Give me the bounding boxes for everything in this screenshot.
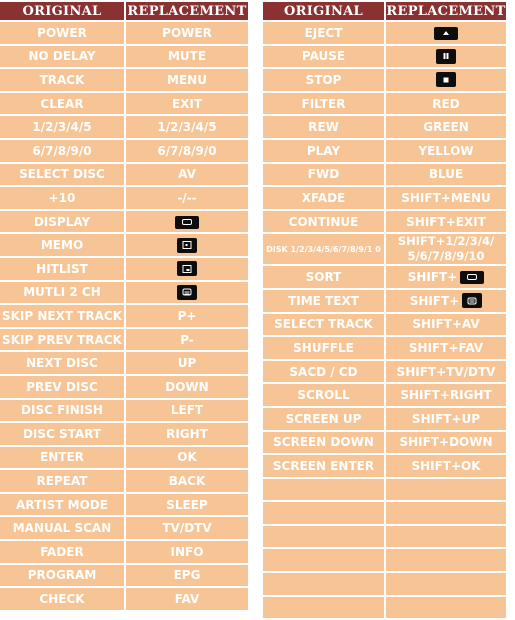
display-glyph-icon (182, 219, 192, 225)
table-row (0, 69, 248, 91)
right-mapping-table (261, 0, 508, 620)
original-cell: SCREEN UP (263, 408, 384, 430)
table-row (0, 140, 248, 162)
table-row (0, 282, 248, 304)
table-row (263, 337, 506, 359)
multi-channel-glyph-icon (183, 289, 192, 296)
memo-button-icon (177, 238, 197, 253)
original-cell (263, 597, 384, 619)
original-cell (263, 573, 384, 595)
table-row (0, 588, 248, 610)
original-cell: NO DELAY (0, 46, 124, 68)
original-cell: DISPLAY (0, 211, 124, 233)
replacement-cell: SHIFT+DOWN (386, 432, 506, 454)
replacement-cell: SLEEP (126, 494, 248, 516)
original-cell: PROGRAM (0, 565, 124, 587)
table-row (263, 455, 506, 477)
original-cell: SCROLL (263, 384, 384, 406)
original-cell: EJECT (263, 22, 384, 44)
multi-channel-button-icon (462, 293, 482, 308)
replacement-label: SHIFT+ (409, 293, 460, 308)
table-row (263, 479, 506, 501)
replacement-column-header: REPLACEMENT (386, 3, 506, 19)
original-cell: FILTER (263, 93, 384, 115)
original-cell: FADER (0, 541, 124, 563)
original-cell (263, 502, 384, 524)
replacement-cell: OK (126, 447, 248, 469)
table-row (0, 211, 248, 233)
table-row (263, 266, 506, 288)
replacement-label: SHIFT+ (407, 270, 458, 285)
replacement-cell: INFO (126, 541, 248, 563)
original-cell: ENTER (0, 447, 124, 469)
table-row (0, 258, 248, 280)
replacement-cell: BLUE (386, 164, 506, 186)
table-row (263, 140, 506, 162)
replacement-cell: YELLOW (386, 140, 506, 162)
replacement-cell: 6/7/8/9/0 (126, 140, 248, 162)
original-cell: TRACK (0, 69, 124, 91)
original-column-header: ORIGINAL (0, 2, 124, 20)
original-cell: SCREEN DOWN (263, 432, 384, 454)
display-glyph-icon (467, 274, 477, 280)
replacement-cell: RIGHT (126, 423, 248, 445)
original-cell (263, 526, 384, 548)
table-row (263, 549, 506, 571)
replacement-cell (386, 46, 506, 68)
table-row (0, 22, 248, 44)
replacement-cell (386, 290, 506, 312)
replacement-cell: SHIFT+FAV (386, 337, 506, 359)
replacement-cell: -/-- (126, 187, 248, 209)
replacement-cell: SHIFT+TV/DTV (386, 361, 506, 383)
replacement-cell: MUTE (126, 46, 248, 68)
original-cell: TIME TEXT (263, 290, 384, 312)
replacement-cell (386, 526, 506, 548)
table-row (263, 314, 506, 336)
table-row (263, 93, 506, 115)
hitlist-glyph-icon (183, 265, 192, 273)
original-cell: 1/2/3/4/5 (0, 116, 124, 138)
original-cell: SACD / CD (263, 361, 384, 383)
original-cell: MUTLI 2 CH (0, 282, 124, 304)
replacement-cell (386, 573, 506, 595)
stop-glyph-icon (444, 77, 449, 82)
table-row (0, 470, 248, 492)
table-row (263, 234, 506, 264)
replacement-cell (386, 597, 506, 619)
original-cell: DISC FINISH (0, 400, 124, 422)
eject-glyph-icon (443, 31, 449, 35)
original-cell: REW (263, 116, 384, 138)
replacement-cell (386, 549, 506, 571)
table-row (0, 164, 248, 186)
stop-button-icon (436, 72, 456, 87)
pause-glyph-icon (444, 53, 449, 59)
table-row (0, 46, 248, 68)
replacement-cell: BACK (126, 470, 248, 492)
table-row (263, 432, 506, 454)
original-cell: PAUSE (263, 46, 384, 68)
display-button-icon (175, 216, 199, 229)
original-cell: DISC START (0, 423, 124, 445)
replacement-cell (126, 282, 248, 304)
original-cell: PREV DISC (0, 376, 124, 398)
replacement-cell: MENU (126, 69, 248, 91)
replacement-cell (386, 22, 506, 44)
replacement-cell: FAV (126, 588, 248, 610)
original-cell: SKIP NEXT TRACK (0, 305, 124, 327)
replacement-cell: EPG (126, 565, 248, 587)
original-cell: SCREEN ENTER (263, 455, 384, 477)
table-row (0, 517, 248, 539)
original-cell: SORT (263, 266, 384, 288)
original-cell: XFADE (263, 187, 384, 209)
table-row (263, 116, 506, 138)
original-cell (263, 479, 384, 501)
table-row (0, 423, 248, 445)
original-cell: CLEAR (0, 93, 124, 115)
table-row (0, 187, 248, 209)
original-cell: POWER (0, 22, 124, 44)
replacement-column-header: REPLACEMENT (127, 3, 247, 19)
replacement-cell: 1/2/3/4/5 (126, 116, 248, 138)
replacement-cell: SHIFT+UP (386, 408, 506, 430)
hitlist-button-icon (177, 261, 197, 276)
original-column-header: ORIGINAL (263, 2, 384, 20)
replacement-cell (386, 502, 506, 524)
multi-channel-glyph-icon (468, 297, 477, 304)
replacement-cell (126, 258, 248, 280)
replacement-cell: P- (126, 329, 248, 351)
table-row (0, 494, 248, 516)
replacement-cell: P+ (126, 305, 248, 327)
replacement-cell: SHIFT+OK (386, 455, 506, 477)
table-row (263, 526, 506, 548)
replacement-cell: LEFT (126, 400, 248, 422)
original-cell: NEXT DISC (0, 352, 124, 374)
table-row (263, 211, 506, 233)
table-row (0, 305, 248, 327)
original-cell: SELECT TRACK (263, 314, 384, 336)
original-cell: +10 (0, 187, 124, 209)
original-cell: MEMO (0, 234, 124, 256)
replacement-cell: SHIFT+EXIT (386, 211, 506, 233)
display-button-icon (460, 271, 484, 284)
replacement-cell (126, 234, 248, 256)
table-row (263, 164, 506, 186)
original-cell: CHECK (0, 588, 124, 610)
table-row (263, 290, 506, 312)
replacement-cell: UP (126, 352, 248, 374)
table-row (0, 447, 248, 469)
original-cell: MANUAL SCAN (0, 517, 124, 539)
table-row (263, 22, 506, 44)
original-cell: PLAY (263, 140, 384, 162)
table-row (0, 352, 248, 374)
table-row (263, 597, 506, 619)
replacement-cell (386, 266, 506, 288)
table-row (263, 46, 506, 68)
replacement-cell: SHIFT+AV (386, 314, 506, 336)
original-cell: STOP (263, 69, 384, 91)
table-row (0, 234, 248, 256)
table-header-row (0, 2, 248, 20)
pause-button-icon (436, 49, 456, 64)
table-row (263, 187, 506, 209)
memo-glyph-icon (183, 241, 192, 249)
replacement-cell (386, 69, 506, 91)
left-mapping-table (0, 0, 250, 612)
table-row (0, 116, 248, 138)
multi-channel-button-icon (177, 285, 197, 300)
table-row (0, 400, 248, 422)
replacement-cell: SHIFT+MENU (386, 187, 506, 209)
table-row (0, 376, 248, 398)
original-cell: FWD (263, 164, 384, 186)
replacement-cell (386, 479, 506, 501)
replacement-cell: RED (386, 93, 506, 115)
replacement-cell: SHIFT+RIGHT (386, 384, 506, 406)
table-header-row (263, 2, 506, 20)
table-row (0, 329, 248, 351)
original-cell: SELECT DISC (0, 164, 124, 186)
eject-button-icon (434, 27, 458, 40)
replacement-cell (126, 211, 248, 233)
replacement-cell: AV (126, 164, 248, 186)
original-cell: CONTINUE (263, 211, 384, 233)
table-row (263, 502, 506, 524)
table-row (0, 93, 248, 115)
original-cell (263, 549, 384, 571)
replacement-cell: SHIFT+1/2/3/4/ 5/6/7/8/9/10 (386, 234, 506, 264)
replacement-cell: DOWN (126, 376, 248, 398)
original-cell: SKIP PREV TRACK (0, 329, 124, 351)
original-cell: REPEAT (0, 470, 124, 492)
replacement-cell: EXIT (126, 93, 248, 115)
original-cell: HITLIST (0, 258, 124, 280)
original-cell: 6/7/8/9/0 (0, 140, 124, 162)
replacement-cell: GREEN (386, 116, 506, 138)
original-cell: ARTIST MODE (0, 494, 124, 516)
replacement-cell: TV/DTV (126, 517, 248, 539)
shift-combo (408, 270, 485, 284)
table-row (263, 384, 506, 406)
shift-combo (410, 293, 483, 308)
table-row (263, 573, 506, 595)
table-row (263, 361, 506, 383)
replacement-cell: POWER (126, 22, 248, 44)
original-cell: DISK 1/2/3/4/5/6/7/8/9/1 0 (263, 234, 384, 264)
table-row (263, 408, 506, 430)
table-row (0, 565, 248, 587)
table-row (263, 69, 506, 91)
original-cell: SHUFFLE (263, 337, 384, 359)
table-row (0, 541, 248, 563)
